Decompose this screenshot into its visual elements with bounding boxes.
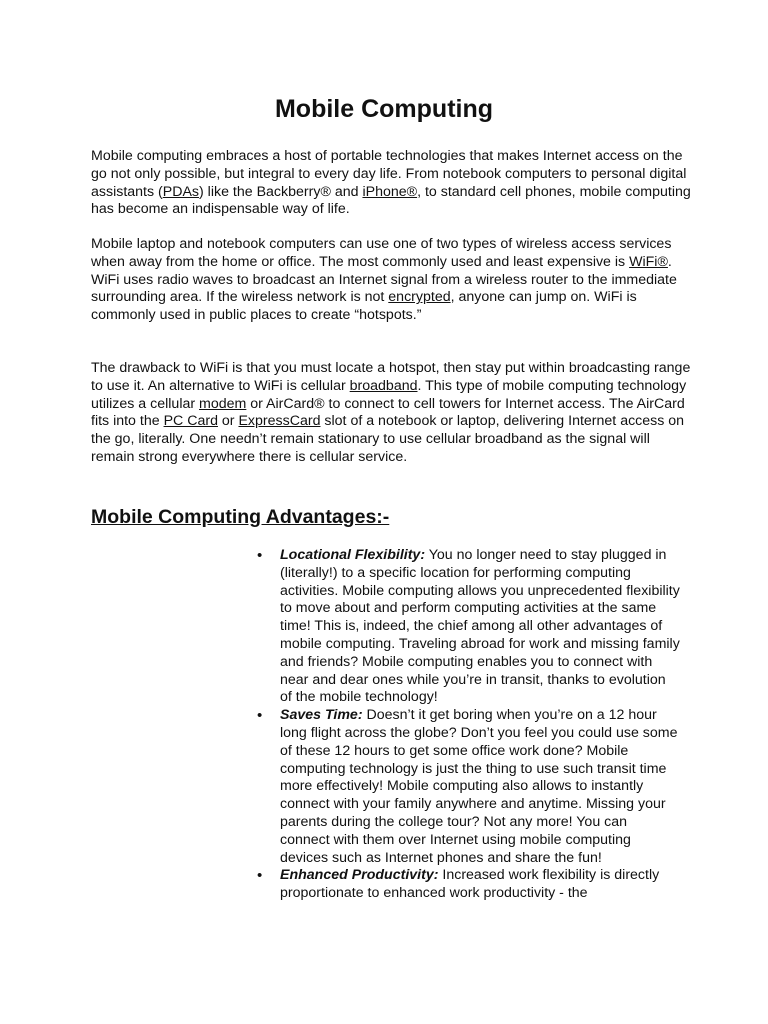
bullet-icon: • [257,547,263,564]
paragraph-text: or [217,413,239,430]
list-item [257,707,680,867]
modem-link[interactable]: modem [199,395,247,412]
bullet-icon: • [257,707,263,725]
paragraph-text: The drawback to WiFi is that you must locate a hotspot, then stay put within broadcasting range to use it. An alternative to WiFi is cellular [91,360,691,394]
expresscard-link[interactable]: ExpressCard [238,413,321,430]
iphone-link[interactable]: iPhone® [362,183,418,200]
intro-paragraph [91,148,691,219]
pdas-link[interactable]: PDAs [162,183,200,200]
paragraph-text: Mobile laptop and notebook computers can use one of two types of wireless access services when away from the home or office. The most commonly used and least expensive is [91,236,672,270]
advantage-text: Doesn’t it get boring when you’re on a 12 hour long flight across the globe? Don’t you feel you could use some of these 12 hours to get some office work done? Mobile computing technology is just the thing to use such transit time more effectively! Mobile computing also allows to instantly connect with your family anywhere and anytime. Missing your parents during the college tour? Not any more! You can connect with them over Internet using mobile computing devices such as Internet phones and share the fun! [280,707,678,866]
list-item [257,867,680,903]
encrypted-link[interactable]: encrypted [388,289,451,306]
broadband-paragraph [91,360,691,467]
advantage-text: Increased work flexibility is directly proportionate to enhanced work productivity - the [280,867,660,902]
page-title: Mobile Computing [274,95,494,123]
advantages-list [257,547,680,903]
advantages-heading: Mobile Computing Advantages:- [91,506,390,528]
list-item [257,547,680,707]
paragraph-text: . WiFi uses radio waves to broadcast an Internet signal from a wireless router to the immediate surrounding area. If the wireless network is not [91,253,677,306]
broadband-link[interactable]: broadband [349,377,418,394]
bullet-icon: • [257,867,263,885]
paragraph-text: , anyone can jump on. WiFi is commonly used in public places to create “hotspots.” [91,289,637,324]
advantage-text: You no longer need to stay plugged in (literally!) to a specific location for performing computing activities. Mobile computing allows you unprecedented flexibility to move about and perform computing activities at the same time! This is, indeed, the chief among all other advantages of mobile computing. Traveling abroad for work and missing family and friends? Mobile computing enables you to connect with near and dear ones while you’re in transit, thanks to evolution of the mobile technology! [280,547,680,706]
advantage-term: Enhanced Productivity: [280,867,439,884]
paragraph-text: , to standard cell phones, mobile computing has become an indispensable way of life. [91,183,691,218]
paragraph-text: slot of a notebook or laptop, delivering Internet access on the go, literally. One needn’t remain stationary to use cellular broadband as the signal will remain strong everywhere there is cellular service. [91,413,685,465]
paragraph-text: . This type of mobile computing technology utilizes a cellular [91,377,687,412]
advantage-term: Saves Time: [280,707,363,724]
paragraph-text: ) like the Backberry® and [199,183,363,200]
paragraph-text: Mobile computing embraces a host of portable technologies that makes Internet access on the go not only possible, but integral to every day life. From notebook computers to personal digital assistants ( [91,148,687,200]
advantage-term: Locational Flexibility: [280,547,426,563]
paragraph-text: or AirCard® to connect to cell towers for Internet access. The AirCard fits into the [91,395,685,430]
pc-card-link[interactable]: PC Card [163,413,218,430]
wifi-link[interactable]: WiFi® [629,253,668,270]
wifi-paragraph [91,236,691,325]
